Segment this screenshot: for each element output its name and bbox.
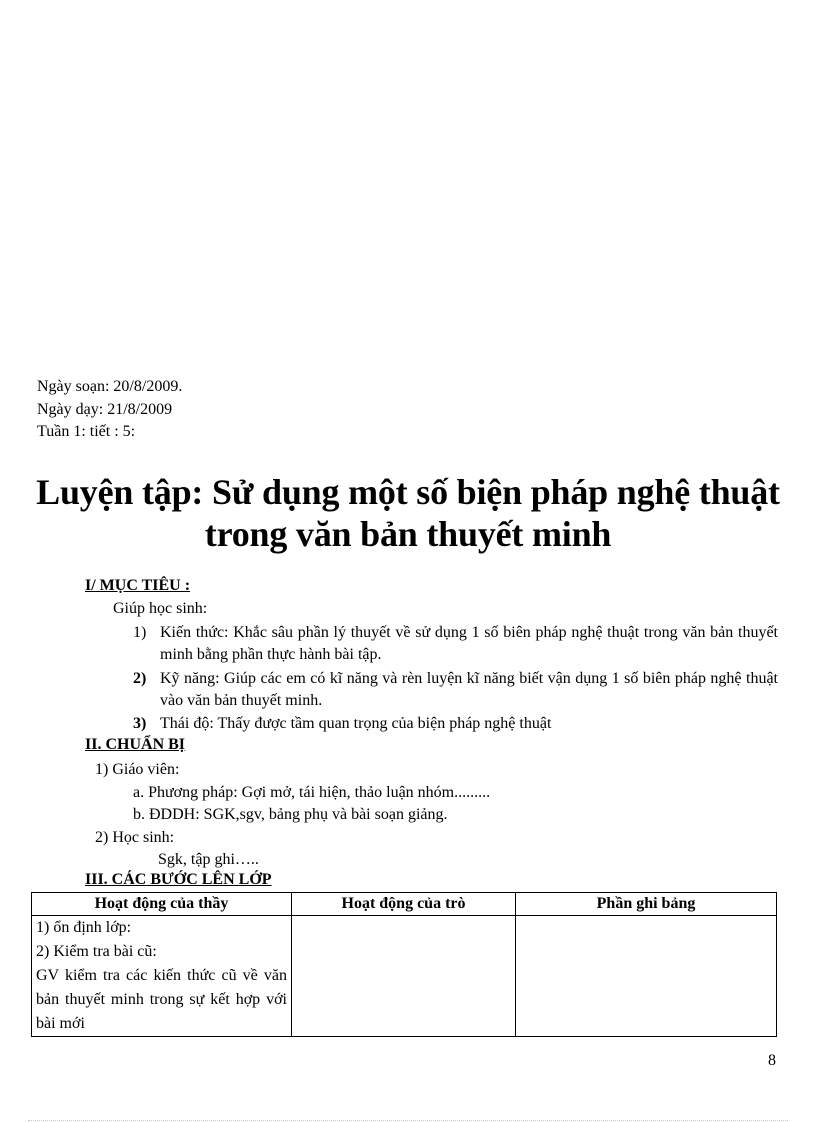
date-taught: Ngày dạy: 21/8/2009 [37, 401, 173, 418]
board-notes-cell [516, 916, 777, 1037]
prep-teacher-materials: b. ĐDDH: SGK,sgv, bảng phụ và bài soạn giảng. [133, 806, 448, 823]
section-objectives-heading: I/ MỤC TIÊU : [85, 577, 191, 594]
teacher-activity-line: 1) ổn định lớp: [36, 919, 132, 936]
table-header-row [32, 893, 777, 916]
objective-number: 2) [133, 670, 147, 687]
lesson-title-line2: trong văn bản thuyết minh [204, 514, 612, 554]
teacher-activity-line: 2) Kiểm tra bài cũ: [36, 943, 157, 960]
date-prepared: Ngày soạn: 20/8/2009. [37, 378, 183, 395]
objective-attitude: Thái độ: Thấy được tầm quan trọng của biện pháp nghệ thuật [160, 715, 552, 732]
section-steps-heading: III. CÁC BƯỚC LÊN LỚP [85, 871, 272, 888]
page-number: 8 [768, 1052, 776, 1069]
objective-knowledge: Kiến thức: Khắc sâu phần lý thuyết về sử dụng 1 số biên pháp nghệ thuật trong văn bản thuyết minh bằng phần thực hành bài tập. [160, 624, 778, 663]
objectives-intro: Giúp học sinh: [113, 600, 208, 617]
prep-teacher: 1) Giáo viên: [95, 761, 180, 778]
lesson-plan-table [31, 892, 777, 1037]
objective-number: 1) [133, 624, 147, 641]
column-header-board: Phần ghi bảng [516, 893, 777, 916]
column-header-teacher: Hoạt động của thầy [32, 893, 292, 916]
teacher-activity-cell [32, 916, 292, 1037]
prep-student-materials: Sgk, tập ghi….. [158, 851, 259, 868]
table-row [32, 916, 777, 1037]
prep-teacher-method: a. Phương pháp: Gợi mở, tái hiện, thảo luận nhóm......... [133, 784, 491, 801]
week-period: Tuần 1: tiết : 5: [37, 423, 136, 440]
page-bottom-divider [28, 1120, 788, 1121]
teacher-activity-line: GV kiểm tra các kiến thức cũ về văn bản thuyết minh trong sự kết hợp với bài mới [36, 967, 287, 1032]
objective-number: 3) [133, 715, 147, 732]
student-activity-cell [292, 916, 516, 1037]
section-preparation-heading: II. CHUẨN BỊ [85, 736, 186, 753]
objective-skills: Kỹ năng: Giúp các em có kĩ năng và rèn luyện kĩ năng biết vận dụng 1 số biên pháp nghệ thuật vào văn bản thuyết minh. [160, 670, 778, 709]
column-header-student: Hoạt động của trò [292, 893, 516, 916]
prep-student: 2) Học sinh: [95, 829, 175, 846]
lesson-title-line1: Luyện tập: Sử dụng một số biện pháp nghệ thuật [36, 472, 780, 512]
